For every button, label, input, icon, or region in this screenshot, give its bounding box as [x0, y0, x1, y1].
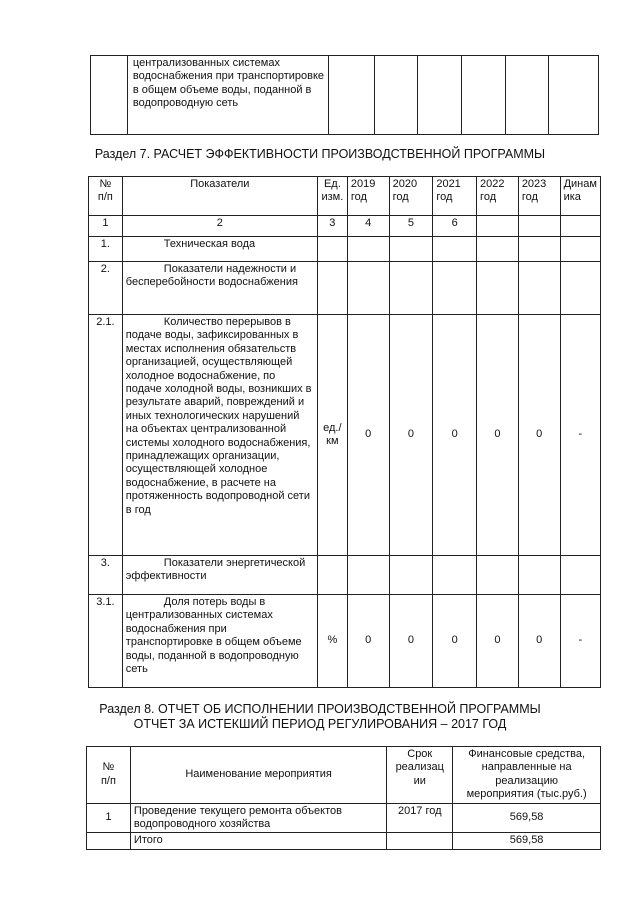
row-name: Показатели энергетической эффективности — [122, 556, 317, 595]
col-number: 2 — [122, 216, 317, 237]
row-name: Проведение текущего ремонта объектов водопроводного хозяйства — [130, 803, 386, 833]
row-num: 1 — [87, 803, 131, 833]
row-value: 0 — [347, 595, 389, 688]
col-number: 1 — [89, 216, 123, 237]
header-finance: Финансовые средства, направленные на реализацию мероприятия (тыс.руб.) — [453, 747, 601, 804]
row-dynamics: - — [560, 595, 600, 688]
row-name: Доля потерь воды в централизованных системах водоснабжения при транспортировке в общем объеме воды, поданной в водопроводную сеть — [122, 595, 317, 688]
section7-title: Раздел 7. РАСЧЕТ ЭФФЕКТИВНОСТИ ПРОИЗВОДСТВЕННОЙ ПРОГРАММЫ — [94, 147, 546, 161]
efficiency-table — [88, 176, 601, 688]
header-2022: 2022 год — [477, 177, 519, 216]
row-dynamics: - — [560, 315, 600, 556]
total-amount: 569,58 — [453, 833, 601, 849]
cont-name-cell: централизованных системах водоснабжения при транспортировке в общем объеме воды, поданной в водопроводную сеть — [127, 56, 328, 135]
row-num: 2.1. — [89, 315, 123, 556]
row-num: 1. — [89, 237, 123, 262]
header-2023: 2023 год — [518, 177, 560, 216]
row-value: 0 — [518, 315, 560, 556]
row-num: 2. — [89, 262, 123, 315]
row-term: 2017 год — [387, 803, 453, 833]
row-unit: ед./ км — [317, 315, 347, 556]
header-2021: 2021 год — [433, 177, 477, 216]
col-number: 6 — [433, 216, 477, 237]
section8-title-line1: Раздел 8. ОТЧЕТ ОБ ИСПОЛНЕНИИ ПРОИЗВОДСТВЕННОЙ ПРОГРАММЫ — [99, 702, 541, 716]
column-number-row — [89, 216, 601, 237]
total-label: Итого — [130, 833, 386, 849]
header-measure: Наименование мероприятия — [130, 747, 386, 804]
row-value: 0 — [477, 595, 519, 688]
header-dynamics: Динам ика — [560, 177, 600, 216]
continuation-table — [90, 55, 599, 135]
table-row — [89, 595, 601, 688]
row-value: 0 — [389, 315, 433, 556]
section8-title-line2: ОТЧЕТ ЗА ИСТЕКШИЙ ПЕРИОД РЕГУЛИРОВАНИЯ – 2017 ГОД — [133, 717, 507, 731]
col-number: 4 — [347, 216, 389, 237]
row-amount: 569,58 — [453, 803, 601, 833]
header-num: № п/п — [89, 177, 123, 216]
row-value: 0 — [518, 595, 560, 688]
row-unit: % — [317, 595, 347, 688]
header-row — [89, 177, 601, 216]
table-row — [89, 315, 601, 556]
total-row — [87, 833, 601, 849]
row-num: 3. — [89, 556, 123, 595]
header-2019: 2019 год — [347, 177, 389, 216]
row-value: 0 — [389, 595, 433, 688]
cont-num-cell — [91, 56, 128, 135]
row-value: 0 — [433, 315, 477, 556]
header-unit: Ед. изм. — [317, 177, 347, 216]
row-value: 0 — [477, 315, 519, 556]
row-value: 0 — [433, 595, 477, 688]
header-num: № п/п — [87, 747, 131, 804]
table-row — [89, 237, 601, 262]
col-number: 5 — [389, 216, 433, 237]
header-indicators: Показатели — [122, 177, 317, 216]
row-name: Техническая вода — [122, 237, 317, 262]
report-table — [86, 746, 601, 850]
row-num: 3.1. — [89, 595, 123, 688]
row-name: Показатели надежности и бесперебойности водоснабжения — [122, 262, 317, 315]
header-row — [87, 747, 601, 804]
table-row — [89, 556, 601, 595]
table-row — [87, 803, 601, 833]
table-row — [89, 262, 601, 315]
header-term: Срок реализац ии — [387, 747, 453, 804]
col-number: 3 — [317, 216, 347, 237]
row-name: Количество перерывов в подаче воды, зафиксированных в местах исполнения обязательств организацией, осуществляющей холодное водоснабжение, по подаче холодной воды, возникших в результате аварий, повреждений и иных технологических нарушений на объектах централизованной системы холодного водоснабжения, принадлежащих организации, осуществляющей холодное водоснабжение, в расчете на протяженность водопроводной сети в год — [122, 315, 317, 556]
header-2020: 2020 год — [389, 177, 433, 216]
row-value: 0 — [347, 315, 389, 556]
